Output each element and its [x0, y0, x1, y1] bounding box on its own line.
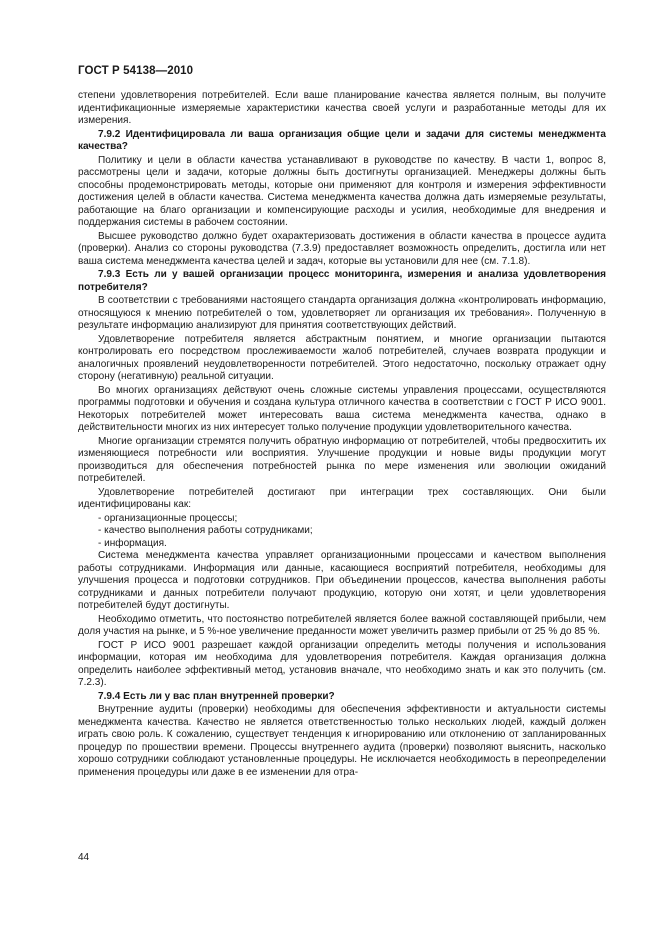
- list-item: - организационные процессы;: [98, 512, 238, 524]
- paragraph: степени удовлетворения потребителей. Если ваше планирование качества является полным, вы получите идентификационные измеряемые характеристики качества своей услуги и разработанные методы для их измерения.: [78, 90, 606, 126]
- paragraph: Внутренние аудиты (проверки) необходимы для обеспечения эффективности и актуальности системы менеджмента качества. Качество не является ответственностью только нескольких людей, каждый должен играть свою роль. К сожалению, существует тенденция к игнорированию или отклонению от запланированных процедур по прошествии времени. Процессы внутреннего аудита (проверки) позволяют выяснить, насколько хорошо сотрудники соблюдают установленные процедуры. Не исключается необходимость в переопределении применения процедуры или даже в ее изменении для отра-: [78, 704, 606, 778]
- paragraph: Удовлетворение потребителя является абстрактным понятием, и многие организации пытаются контролировать его посредством прослеживаемости жалоб потребителей, случаев возврата продукции и аналогичных проявлений неудовлетворенности потребителей. Этого недостаточно, поскольку отражает одну сторону (негативную) реальной ситуации.: [78, 333, 606, 382]
- paragraph: Система менеджмента качества управляет организационными процессами и качеством выполнения работы сотрудниками. Информация или данные, касающиеся восприятий потребителя, необходимы для улучшения процесса и подготовки сотрудников. При объединении процессов, качества выполнения работы сотрудниками и данных потребители получают продукцию, которую они хотят, и цели удовлетворения потребителей будут достигнуты.: [78, 550, 606, 611]
- paragraph: Политику и цели в области качества устанавливают в руководстве по качеству. В части 1, вопрос 8, рассмотрены цели и задачи, которые должны быть достигнуты организацией. Менеджеры должны быть способны продемонстрировать методы, которые они применяют для контроля и измерения эффективности достижения целей в области качества. Система менеджмента качества должна дать измеряемые результаты, работающие на благо организации и компенсирующие расходы и усилия, необходимые для внедрения и поддержания системы в рабочем состоянии.: [78, 154, 606, 228]
- paragraph: ГОСТ Р ИСО 9001 разрешает каждой организации определить методы получения и использования информации, которая им необходима для удовлетворения потребителя. Каждая организация должна определить наиболее эффективный метод, установив вначале, что необходимо знать и как это получить (см. 7.2.3).: [78, 639, 606, 688]
- document-header: ГОСТ Р 54138—2010: [78, 65, 194, 77]
- component-list: [78, 513, 606, 551]
- paragraph: Необходимо отметить, что постоянство потребителей является более важной составляющей прибыли, чем доля участия на рынке, и 5 %-ное увеличение преданности может увеличить размер прибыли от 25 % до 85 %.: [78, 613, 606, 637]
- section-heading-7-9-4: 7.9.4 Есть ли у вас план внутренней проверки?: [98, 690, 335, 702]
- paragraph: В соответствии с требованиями настоящего стандарта организация должна «контролировать информацию, относящуюся к мнению потребителей о том, удовлетворяет ли организация их требования». Полученную в результате информацию анализируют для принятия соответствующих действий.: [78, 295, 606, 331]
- page-body: [78, 90, 606, 780]
- section-heading-7-9-2: 7.9.2 Идентифицировала ли ваша организация общие цели и задачи для системы менеджмента качества?: [78, 128, 606, 152]
- list-item: - качество выполнения работы сотрудниками;: [98, 525, 313, 536]
- paragraph: Многие организации стремятся получить обратную информацию от потребителей, чтобы предвосхитить их изменяющиеся потребности или восприятия. Улучшение продукции и новые виды продукции могут производиться для обеспечения потребностей рынка по мере изменения или эволюции ожиданий потребителей.: [78, 435, 606, 484]
- list-item: - информация.: [98, 537, 167, 549]
- paragraph: Во многих организациях действуют очень сложные системы управления процессами, осуществляются программы подготовки и обучения и создана культура отличного качества в соответствии с ГОСТ Р ИСО 9001. Некоторых потребителей может интересовать ваша система менеджмента качества, однако в действительности многих из них интересует только получение продукции удовлетворительного качества.: [78, 384, 606, 433]
- paragraph: Высшее руководство должно будет охарактеризовать достижения в области качества в процессе аудита (проверки). Анализ со стороны руководства (7.3.9) предоставляет возможность определить, достигла или нет ваша система менеджмента качества целей и задач, которые вы установили для нее (см. 7.1.8).: [78, 230, 606, 267]
- section-heading-7-9-3: 7.9.3 Есть ли у вашей организации процесс мониторинга, измерения и анализа удовлетворения потребителя?: [78, 269, 606, 293]
- paragraph: Удовлетворение потребителей достигают при интеграции трех составляющих. Они были идентифицированы как:: [78, 486, 606, 510]
- page-number: 44: [78, 852, 90, 863]
